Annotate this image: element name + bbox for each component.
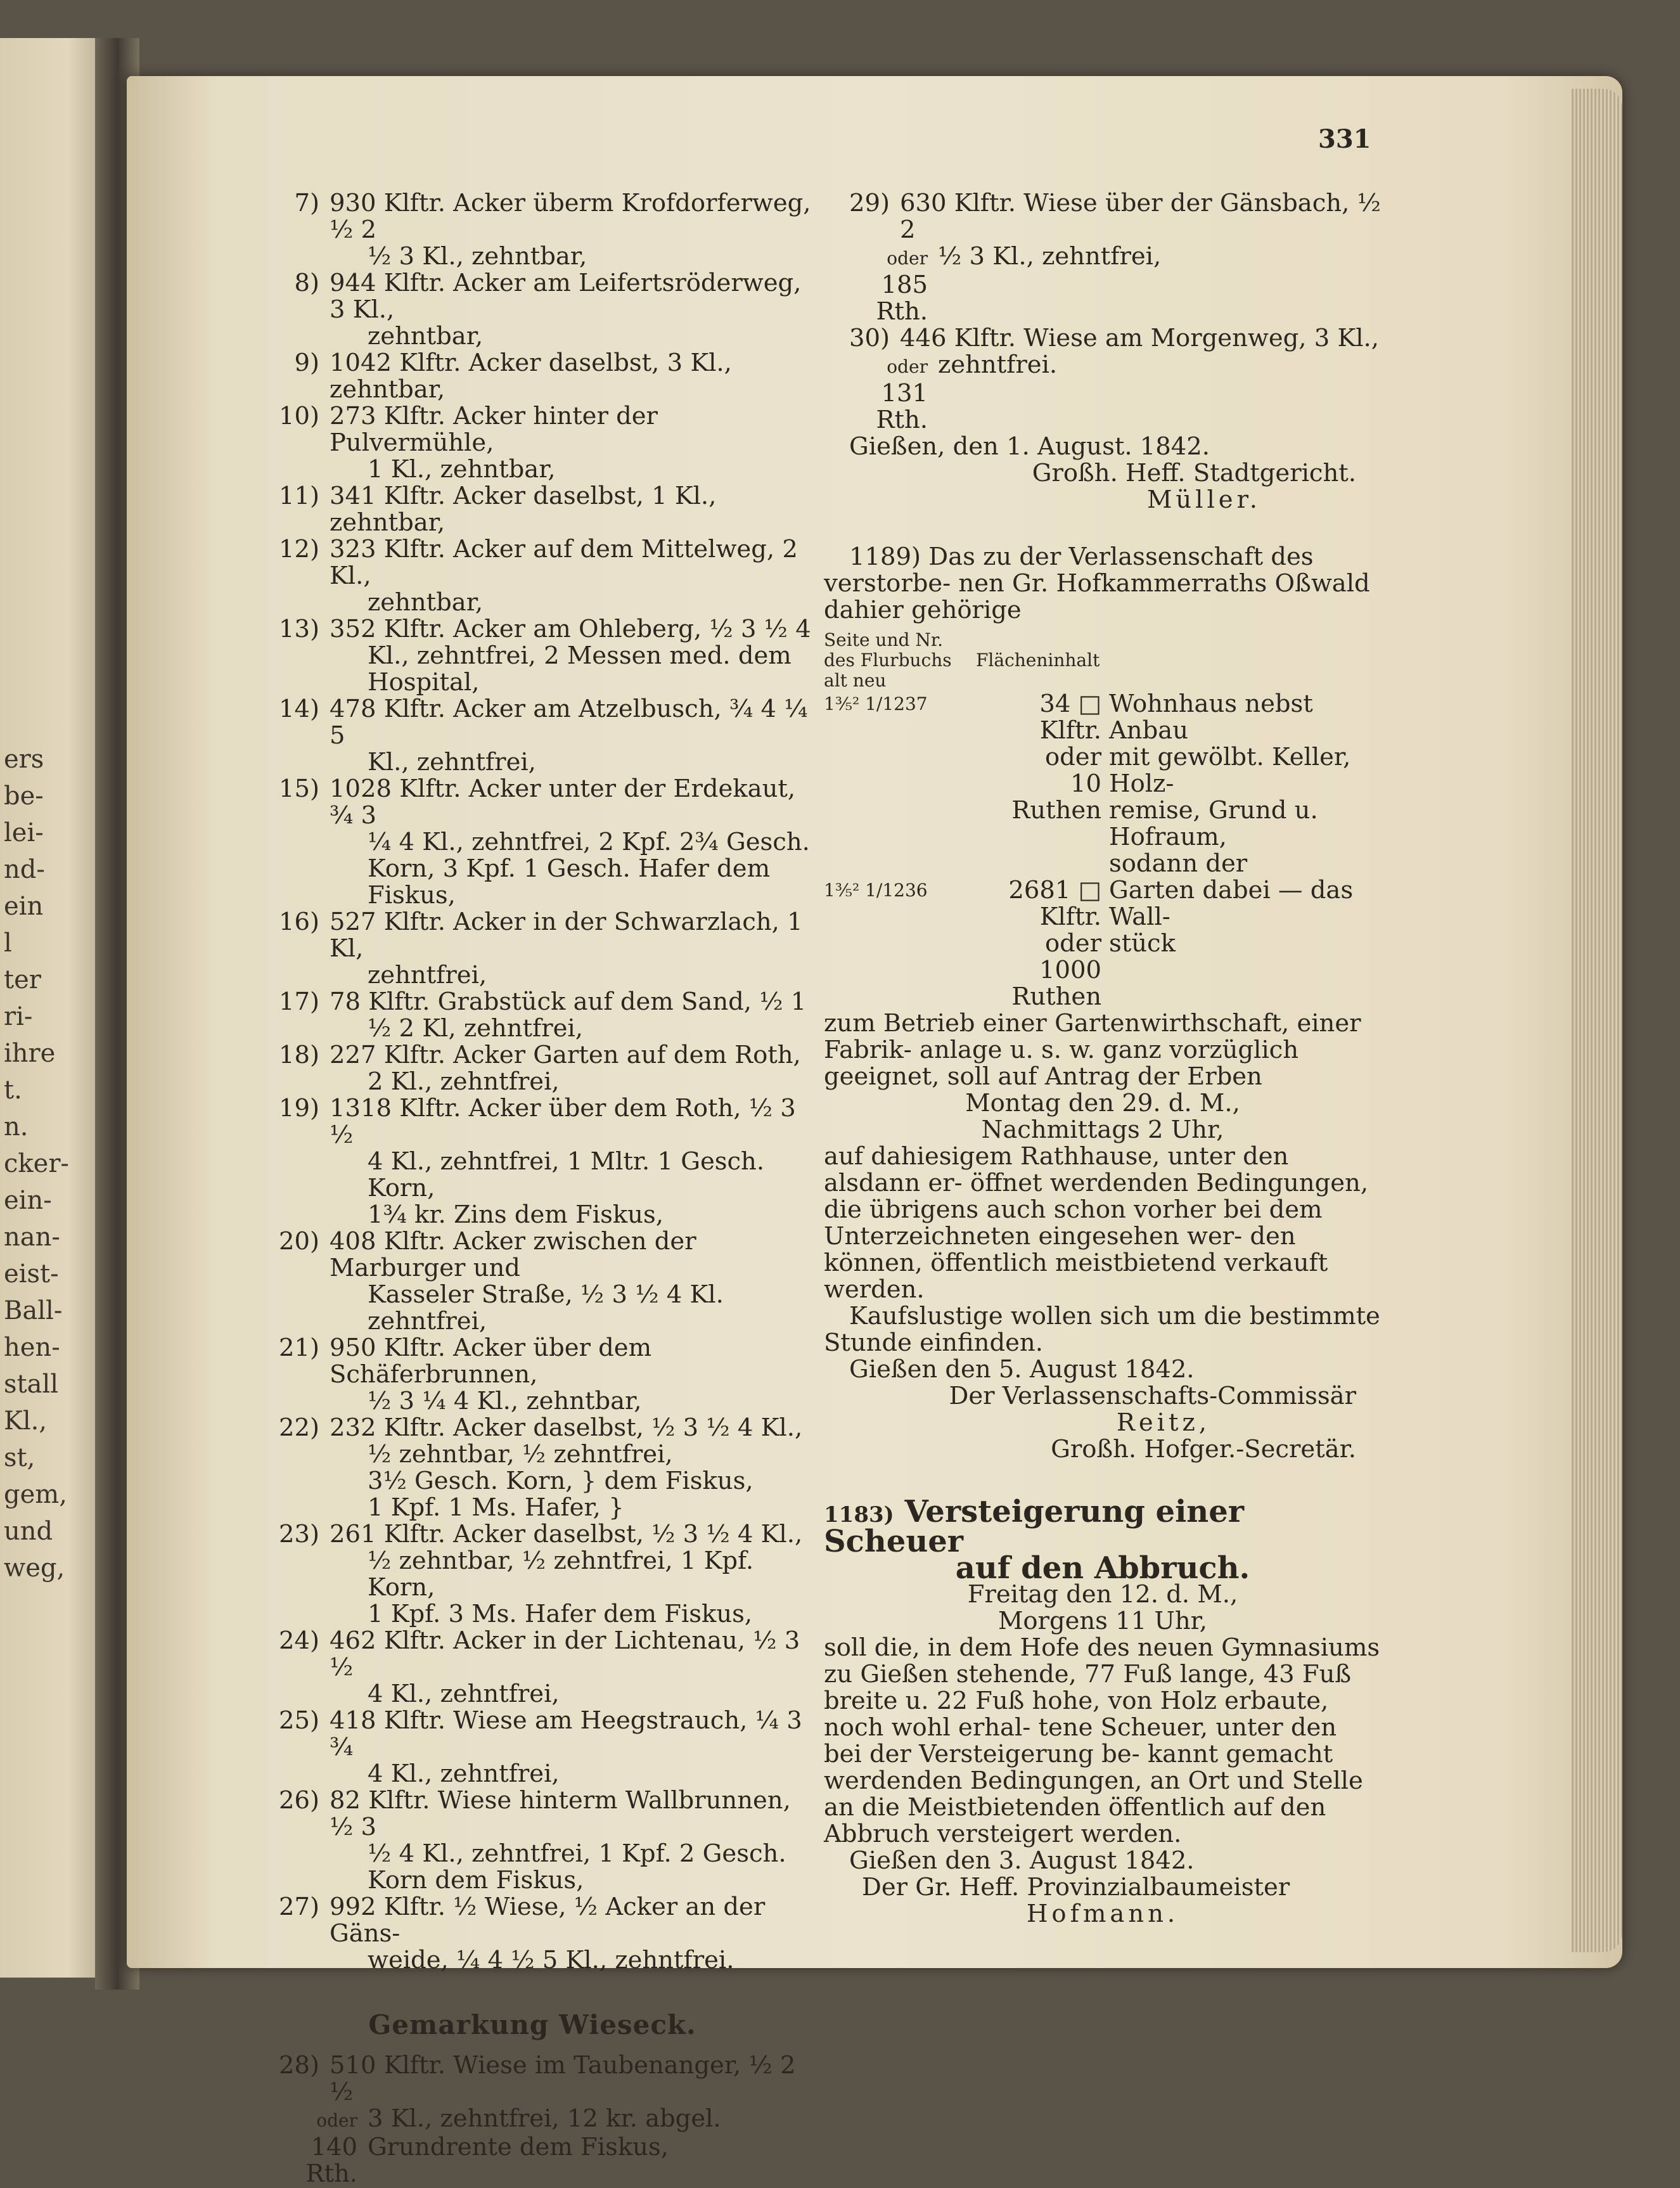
list-item: 8) 944 Klftr. Acker am Leifertsröderweg, 3 Kl.,	[294, 269, 802, 324]
list-item-continuation: 1 Kpf. 3 Ms. Hafer dem Fiskus,	[368, 1600, 753, 1628]
page-edges	[1572, 89, 1622, 1952]
court-name: Großh. Heff. Stadtgericht.	[1032, 459, 1356, 487]
list-item: 20) 408 Klftr. Acker zwischen der Marburger und	[278, 1227, 696, 1282]
property-list	[253, 190, 811, 1974]
list-item: 7) 930 Klftr. Acker überm Krofdorferweg, ½ 2	[294, 189, 811, 244]
list-item: 19) 1318 Klftr. Acker über dem Roth, ½ 3 ½	[278, 1094, 796, 1149]
list-item: 26) 82 Klftr. Wiese hinterm Wallbrunnen, ½ 3	[278, 1786, 791, 1841]
list-item: 18) 227 Klftr. Acker Garten auf dem Roth,	[278, 1041, 801, 1069]
facing-page-fragment: Ball‑	[4, 1296, 63, 1325]
facing-page-fragment: eist‑	[4, 1259, 59, 1289]
facing-page-fragment: nd‑	[4, 855, 45, 884]
facing-page-fragment: l	[4, 929, 12, 958]
list-item: 17) 78 Klftr. Grabstück auf dem Sand, ½ 1	[278, 988, 807, 1016]
list-item-continuation: Korn dem Fiskus,	[368, 1866, 584, 1895]
list-item: 11) 341 Klftr. Acker daselbst, 1 Kl., zehntbar,	[278, 482, 717, 537]
facing-page-fragment: Kl.,	[4, 1406, 48, 1436]
list-item-continuation: ½ zehntbar, ½ zehntfrei,	[368, 1440, 673, 1469]
list-item-continuation: Kasseler Straße, ½ 3 ½ 4 Kl.	[368, 1280, 724, 1309]
list-item-continuation: 1 Kl., zehntbar,	[368, 455, 556, 484]
list-item-continuation: ½ 3 ¼ 4 Kl., zehntbar,	[368, 1387, 642, 1415]
list-item: 21) 950 Klftr. Acker über dem Schäferbrunnen,	[278, 1334, 652, 1389]
list-item-continuation: zehntfrei,	[368, 1307, 487, 1335]
notice-1189: 1189) Das zu der Verlassenschaft des verstorbe‑ nen Gr. Hofkammerraths Oßwald dahier gehörige Seite und Nr. des Flurbuchs alt neu Flächeninhalt 1⅗² 1/1237 34 □ Klftr. oder 10 Ruthen Wohnhaus nebst Anbau mit gewölbt. Keller, Holz‑ remise, Grund u. Hofraum, sodann der 1⅗² 1/1236 2681 □ Klftr. oder 1000 Ruthen Garten dabei — das Wall‑ stück zum Betrieb einer Gartenwirthschaft, einer Fabrik‑ anlage u. s. w. ganz vorzüglich geeignet, soll auf Antrag der Erben Montag den 29. d. M., Nachmittags 2 Uhr, auf dahiesigem Rathhause, unter den alsdann er‑ öffnet werdenden Bedingungen, die übrigens auch schon vorher bei dem Unterzeichneten eingesehen wer‑ den können, öffentlich meistbietend verkauft werden. Kaufslustige wollen sich um die bestimmte Stunde einfinden. Gießen den 5. August 1842. Der Verlassenschafts‑Commissär Reitz, Großh. Hofger.‑Secretär.	[824, 544, 1382, 1463]
list-item: 13) 352 Klftr. Acker am Ohleberg, ½ 3 ½ 4	[278, 615, 811, 643]
list-item: 24) 462 Klftr. Acker in der Lichtenau, ½ 3 ½	[278, 1626, 800, 1682]
list-item: 10) 273 Klftr. Acker hinter der Pulvermühle,	[278, 402, 658, 457]
list-item: 25) 418 Klftr. Wiese am Heegstrauch, ¼ 3 ¾	[278, 1706, 802, 1761]
facing-page-fragment: ers	[4, 745, 44, 774]
facing-page-fragment: und	[4, 1517, 53, 1546]
list-item: 23) 261 Klftr. Acker daselbst, ½ 3 ½ 4 Kl.,	[278, 1520, 803, 1548]
facing-page-fragment: ihre	[4, 1039, 56, 1068]
list-item: 9) 1042 Klftr. Acker daselbst, 3 Kl., zehntbar,	[294, 349, 732, 404]
table-row: 1⅗² 1/1237 34 □ Klftr. oder 10 Ruthen Wohnhaus nebst Anbau mit gewölbt. Keller, Holz‑ remise, Grund u. Hofraum, sodann der	[824, 690, 1351, 878]
list-item: 15) 1028 Klftr. Acker unter der Erdekaut, ¾ 3	[278, 775, 796, 830]
facing-page-fragment: gem,	[4, 1480, 67, 1509]
facing-page-fragment: t.	[4, 1076, 22, 1105]
table-header: Seite und Nr. des Flurbuchs alt neu Flächeninhalt	[824, 629, 1100, 691]
section-heading: Gemarkung Wieseck.	[368, 2009, 696, 2040]
list-item-continuation: ½ 2 Kl, zehntfrei,	[368, 1014, 583, 1043]
list-item-continuation: Fiskus,	[368, 881, 456, 910]
facing-page-fragment: weg,	[4, 1554, 65, 1583]
facing-page-fragment: ein	[4, 892, 44, 921]
right-column: 29) 630 Klftr. Wiese über der Gänsbach, ½ 2 oder ½ 3 Kl., zehntfrei, 185 Rth. 30) 446 Klftr. Wiese am Morgenweg, 3 Kl., oder zehntfrei. 131 Rth. Gießen, den 1. August. 1842. Großh. Heff. Stadtgericht. Müller. 1189) Das zu der Verlassenschaft des verstorbe‑ nen Gr. Hofkammerraths Oßwald dahier gehörige Seite und Nr. des Flurbuchs alt neu Flächeninhalt 1⅗² 1/1237 34 □ Klftr. oder 10 Ruthen Wohnhaus nebst Anbau mit gewölbt. Keller, Holz‑ remise, Grund u. Hofraum, sodann der 1⅗² 1/1236 2681 □ Klftr. oder 1000 Ruthen Garten dabei — das Wall‑ stück zum Betrieb einer Gartenwirthschaft, einer Fabrik‑ anlage u. s. w. ganz vorzüglich geeignet, soll auf Antrag der Erben Montag den 29. d. M., Nachmittags 2 Uhr, auf dahiesigem Rathhause, unter den alsdann er‑ öffnet werdenden Bedingungen, die übrigens auch schon vorher bei dem Unterzeichneten eingesehen wer‑ den können, öffentlich meistbietend verkauft werden. Kaufslustige wollen sich um die bestimmte Stunde einfinden. Gießen den 5. August 1842. Der Verlassenschafts‑Commissär Reitz, Großh. Hofger.‑Secretär. 1183) Versteigerung einer Scheuer auf den Abbruch. Freitag den 12. d. M., Morgens 11 Uhr, soll die, in dem Hofe des neuen Gymnasiums zu Gießen stehende, 77 Fuß lange, 43 Fuß breite u. 22 Fuß hohe, von Holz erbaute, noch wohl erhal‑ tene Scheuer, unter den bei der Versteigerung be‑ kannt gemacht werdenden Bedingungen, an Ort und Stelle an die Meistbietenden öffentlich auf den Abbruch versteigert werden. Gießen den 3. August 1842. Der Gr. Heff. Provinzialbaumeister Hofmann.	[824, 189, 1381, 1928]
list-item-continuation: zehntfrei,	[368, 961, 487, 989]
notice-1183: 1183) Versteigerung einer Scheuer auf den Abbruch. Freitag den 12. d. M., Morgens 11 Uhr, soll die, in dem Hofe des neuen Gymnasiums zu Gießen stehende, 77 Fuß lange, 43 Fuß breite u. 22 Fuß hohe, von Holz erbaute, noch wohl erhal‑ tene Scheuer, unter den bei der Versteigerung be‑ kannt gemacht werdenden Bedingungen, an Ort und Stelle an die Meistbietenden öffentlich auf den Abbruch versteigert werden. Gießen den 3. August 1842. Der Gr. Heff. Provinzialbaumeister Hofmann.	[824, 1494, 1380, 1928]
list-item-continuation: ½ 3 Kl., zehntbar,	[368, 242, 587, 271]
list-item-continuation: weide, ¼ 4 ½ 5 Kl., zehntfrei.	[368, 1946, 734, 1974]
facing-page-fragment: st,	[4, 1443, 35, 1472]
plot-table	[824, 691, 1382, 1010]
list-item-continuation: 2 Kl., zehntfrei,	[368, 1067, 560, 1096]
facing-page-fragment: be‑	[4, 782, 44, 811]
list-item-continuation: zehntbar,	[368, 588, 484, 617]
facing-page-fragment: n.	[4, 1112, 29, 1142]
list-item-continuation: ¼ 4 Kl., zehntfrei, 2 Kpf. 2¾ Gesch.	[368, 828, 810, 856]
facing-page-fragment: ein‑	[4, 1186, 52, 1215]
list-item-continuation: Kl., zehntfrei, 2 Messen med. dem	[368, 641, 792, 670]
list-item: 14) 478 Klftr. Acker am Atzelbusch, ¾ 4 ¼ 5	[278, 695, 808, 750]
facing-page-fragment: nan‑	[4, 1223, 60, 1252]
list-item-continuation: 3½ Gesch. Korn, } dem Fiskus,	[368, 1467, 753, 1495]
list-item-continuation: 4 Kl., zehntfrei,	[368, 1760, 560, 1788]
page-number: 331	[1318, 124, 1371, 154]
place-date: Gießen, den 1. August. 1842.	[849, 432, 1210, 461]
entry-29: 29) 630 Klftr. Wiese über der Gänsbach, ½ 2	[849, 189, 1381, 244]
facing-page-fragment: ter	[4, 965, 41, 994]
list-item: 12) 323 Klftr. Acker auf dem Mittelweg, 2 Kl.,	[278, 535, 798, 590]
list-item-continuation: Hospital,	[368, 668, 480, 697]
list-item-continuation: 1 Kpf. 1 Ms. Hafer, }	[368, 1493, 624, 1522]
facing-page-fragment: ri‑	[4, 1002, 33, 1031]
entry-28: 28) 510 Klftr. Wiese im Taubenanger, ½ 2 ½	[278, 2051, 796, 2106]
facing-page-fragment: stall	[4, 1370, 59, 1399]
list-item-continuation: 4 Kl., zehntfrei,	[368, 1680, 560, 1708]
list-item: 22) 232 Klftr. Acker daselbst, ½ 3 ½ 4 Kl.,	[278, 1413, 803, 1442]
list-item-continuation: 4 Kl., zehntfrei, 1 Mltr. 1 Gesch. Korn,	[368, 1147, 765, 1202]
judge-name: Müller.	[1146, 486, 1261, 514]
left-column: 7) 930 Klftr. Acker überm Krofdorferweg, ½ 2 ½ 3 Kl., zehntbar, 8) 944 Klftr. Acker am Leifertsröderweg, 3 Kl., zehntbar, 9) 1042 Klftr. Acker daselbst, 3 Kl., zehntbar, 10) 273 Klftr. Acker hinter der Pulvermühle, 1 Kl., zehntbar, 11) 341 Klftr. Acker daselbst, 1 Kl., zehntbar, 12) 323 Klftr. Acker auf dem Mittelweg, 2 Kl., zehntbar, 13) 352 Klftr. Acker am Ohleberg, ½ 3 ½ 4 Kl., zehntfrei, 2 Messen med. dem Hospital, 14) 478 Klftr. Acker am Atzelbusch, ¾ 4 ¼ 5 Kl., zehntfrei, 15) 1028 Klftr. Acker unter der Erdekaut, ¾ 3 ¼ 4 Kl., zehntfrei, 2 Kpf. 2¾ Gesch. Korn, 3 Kpf. 1 Gesch. Hafer dem Fiskus, 16) 527 Klftr. Acker in der Schwarzlach, 1 Kl, zehntfrei, 17) 78 Klftr. Grabstück auf dem Sand, ½ 1 ½ 2 Kl, zehntfrei, 18) 227 Klftr. Acker Garten auf dem Roth, 2 Kl., zehntfrei, 19) 1318 Klftr. Acker über dem Roth, ½ 3 ½ 4 Kl., zehntfrei, 1 Mltr. 1 Gesch. Korn, 1¾ kr. Zins dem Fiskus, 20) 408 Klftr. Acker zwischen der Marburger und Kasseler Straße, ½ 3 ½ 4 Kl. zehntfrei, 21) 950 Klftr. Acker über dem Schäferbrunnen, ½ 3 ¼ 4 Kl., zehntbar, 22) 232 Klftr. Acker daselbst, ½ 3 ½ 4 Kl., ½ zehntbar, ½ zehntfrei, 3½ Gesch. Korn, } dem Fiskus, 1 Kpf. 1 Ms. Hafer, } 23) 261 Klftr. Acker daselbst, ½ 3 ½ 4 Kl., ½ zehntbar, ½ zehntfrei, 1 Kpf. Korn, 1 Kpf. 3 Ms. Hafer dem Fiskus, 24) 462 Klftr. Acker in der Lichtenau, ½ 3 ½ 4 Kl., zehntfrei, 25) 418 Klftr. Wiese am Heegstrauch, ¼ 3 ¾ 4 Kl., zehntfrei, 26) 82 Klftr. Wiese hinterm Wallbrunnen, ½ 3 ½ 4 Kl., zehntfrei, 1 Kpf. 2 Gesch. Korn dem Fiskus, 27) 992 Klftr. ½ Wiese, ½ Acker an der Gäns‑ weide, ¼ 4 ½ 5 Kl., zehntfrei. Gemarkung Wieseck. 28) 510 Klftr. Wiese im Taubenanger, ½ 2 ½ oder 3 Kl., zehntfrei, 12 kr. abgel. 140 Rth. Grundrente dem Fiskus,	[253, 190, 811, 2187]
list-item-continuation: ½ 4 Kl., zehntfrei, 1 Kpf. 2 Gesch.	[368, 1839, 786, 1868]
entry-30: 30) 446 Klftr. Wiese am Morgenweg, 3 Kl.,	[849, 324, 1380, 352]
list-item-continuation: Kl., zehntfrei,	[368, 748, 536, 776]
facing-page-fragment: cker‑	[4, 1149, 69, 1178]
facing-page-fragment: lei‑	[4, 818, 44, 847]
list-item-continuation: zehntbar,	[368, 322, 484, 351]
table-row: 1⅗² 1/1236 2681 □ Klftr. oder 1000 Ruthen Garten dabei — das Wall‑ stück	[824, 876, 1354, 1011]
facing-page-fragment: hen‑	[4, 1333, 60, 1362]
list-item: 16) 527 Klftr. Acker in der Schwarzlach, 1 Kl,	[278, 908, 803, 963]
list-item-continuation: Korn, 3 Kpf. 1 Gesch. Hafer dem	[368, 854, 771, 883]
list-item: 27) 992 Klftr. ½ Wiese, ½ Acker an der Gäns‑	[278, 1893, 766, 1948]
list-item-continuation: 1¾ kr. Zins dem Fiskus,	[368, 1200, 664, 1229]
list-item-continuation: ½ zehntbar, ½ zehntfrei, 1 Kpf. Korn,	[368, 1547, 754, 1602]
